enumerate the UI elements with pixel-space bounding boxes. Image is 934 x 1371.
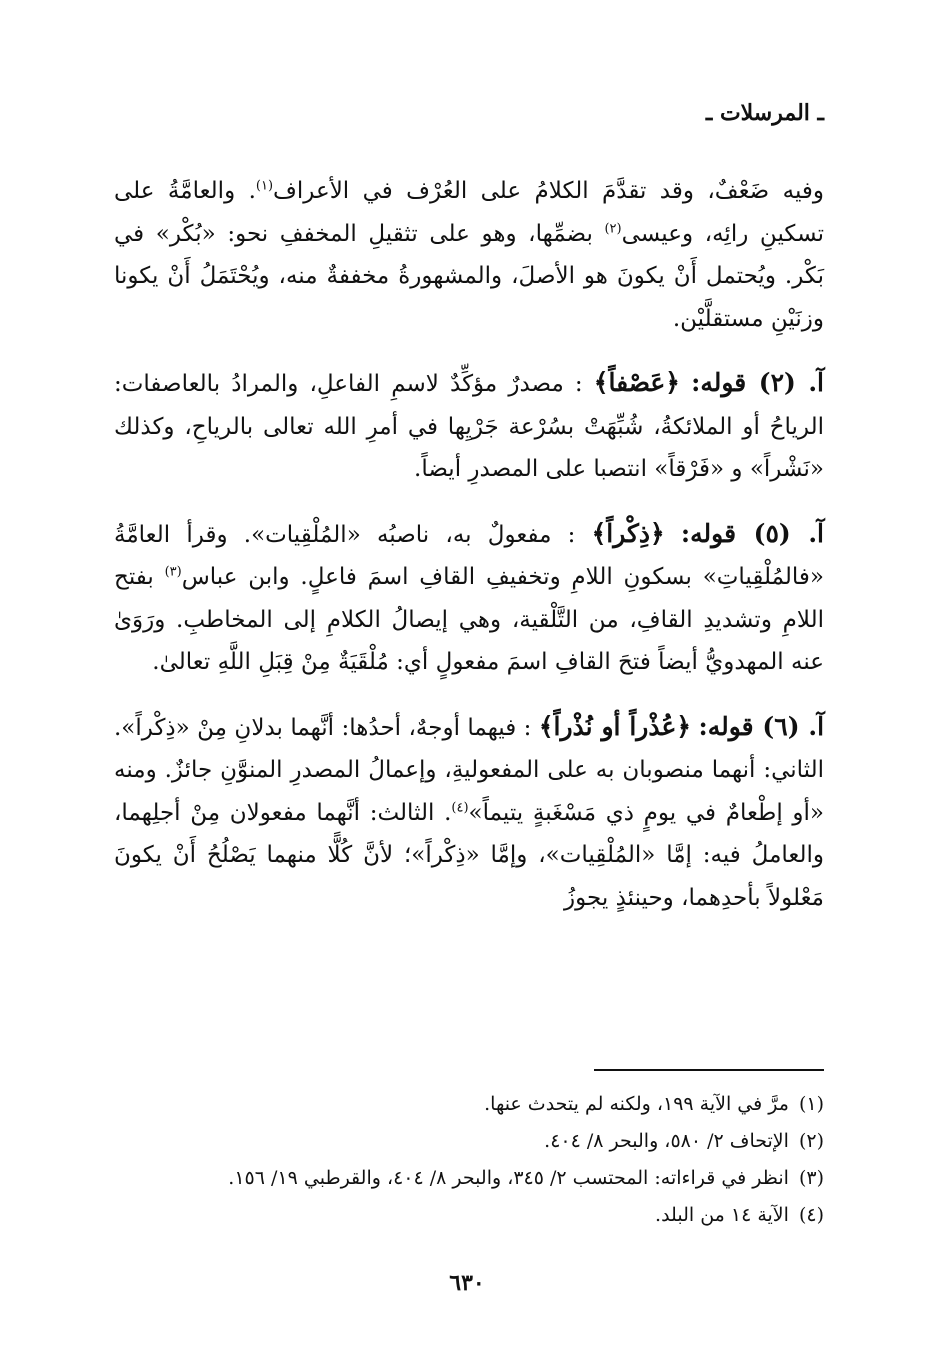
- footnote-number: (١): [798, 1093, 824, 1115]
- main-text: [114, 170, 824, 941]
- footnote-ref-4[interactable]: (٤): [451, 799, 469, 815]
- footnote-3: [114, 1160, 824, 1197]
- paragraph-4-text-a: : فيهما أوجهٌ، أحدُها: أنَّهما بدلانِ مِنْ «ذِكْراً». الثاني: أنهما منصوبان به على المفعوليةِ، وإعمالُ المصدرِ المنوَّنِ جائزٌ. ومنه «أو إطْعامٌ في يومٍ ذي مَسْغَبةٍ يتيماً»: [114, 714, 824, 826]
- footnote-number: (٣): [798, 1167, 824, 1189]
- verse-label-2: آ. (٢) قوله:: [691, 368, 824, 397]
- footnote-4: [114, 1197, 824, 1234]
- paragraph-2-text: : مصدرٌ مؤكِّدٌ لاسمِ الفاعلِ، والمرادُ بالعاصفات: الرياحُ أو الملائكةُ، شُبِّهَتْ بسُرْعة جَرْيِها في أمرِ الله تعالى بالرياحِ، وكذلك «نَشْراً» و «فَرْقاً» انتصبا على المصدرِ أيضاً.: [114, 371, 824, 482]
- footnote-text: الإتحاف ٢/ ٥٨٠، والبحر ٨/ ٤٠٤.: [544, 1130, 789, 1152]
- paragraph-3-text-a: : مفعولٌ به، ناصبُه «المُلْقِيات». وقرأ العامَّةُ «فالمُلْقِياتِ» بسكونِ اللامِ وتخفيفِ القافِ اسمَ فاعلٍ. وابن عباس: [114, 521, 824, 590]
- paragraph-2: [114, 362, 824, 491]
- paragraph-4-text-b: . الثالث: أنَّهما مفعولان مِنْ أجلِهما، والعاملُ فيه: إمَّا «المُلْقِيات»، وإمَّا «ذِكْراً»؛ لأنَّ كُلًّا منهما يَصْلُحُ أَنْ يكونَ مَعْلولاً بأحدِهما، وحينئذٍ يجوزُ: [114, 799, 824, 911]
- footnote-text: الآية ١٤ من البلد.: [655, 1204, 789, 1226]
- footnotes: [114, 1086, 824, 1234]
- paragraph-1: [114, 170, 824, 340]
- paragraph-4: [114, 706, 824, 920]
- footnote-ref-1[interactable]: (١): [255, 178, 274, 194]
- paragraph-1-text-a: وفيه ضَعْفٌ، وقد تقدَّمَ الكلامُ على العُرْف في الأعراف: [273, 178, 824, 204]
- verse-quote-2: ﴿عَصْفاً﴾: [593, 368, 680, 397]
- verse-quote-6: ﴿عُذْراً أو نُذْراً﴾: [538, 711, 692, 741]
- running-header: ـ المرسلات ـ: [705, 100, 824, 126]
- paragraph-3: [114, 513, 824, 684]
- footnote-ref-3[interactable]: (٣): [164, 564, 182, 580]
- page-number: ٦٣٠: [449, 1270, 485, 1296]
- footnote-divider: [594, 1069, 824, 1071]
- footnote-2: [114, 1123, 824, 1160]
- footnote-number: (٤): [798, 1204, 824, 1226]
- footnote-ref-2[interactable]: (٢): [604, 220, 622, 236]
- paragraph-3-text-b: بفتح اللامِ وتشديدِ القافِ، من التَّلْقية، وهي إيصالُ الكلامِ إلى المخاطبِ. ورَوَىٰ عنه المهدويُّ أيضاً فتحَ القافِ اسمَ مفعولٍ أي: مُلْقَيَةٌ مِنْ قِبَلِ اللَّهِ تعالىٰ.: [114, 564, 824, 675]
- verse-label-5: آ. (٥) قوله:: [680, 518, 824, 548]
- footnote-1: [114, 1086, 824, 1123]
- footnote-text: انظر في قراءاته: المحتسب ٢/ ٣٤٥، والبحر ٨/ ٤٠٤، والقرطبي ١٩/ ١٥٦.: [228, 1167, 789, 1189]
- paragraph-1-text-c: بضمِّها، وهو على تثقيلِ المخففِ نحو: «بُكْر» في بَكْر. ويُحتمل أَنْ يكونَ هو الأصلَ، والمشهورةُ مخففةٌ منه، ويُحْتَمَلُ أَنْ يكونا وزنَيْنِ مستقلَّيْن.: [114, 220, 824, 332]
- footnote-number: (٢): [798, 1130, 824, 1152]
- verse-label-6: آ. (٦) قوله:: [698, 711, 825, 741]
- verse-quote-5: ﴿ذِكْراً﴾: [591, 518, 665, 548]
- footnote-text: مرَّ في الآية ١٩٩، ولكنه لم يتحدث عنها.: [484, 1093, 789, 1115]
- paragraph-1-text-b: . والعامَّةُ على تسكينِ رائِه، وعيسى: [114, 178, 825, 247]
